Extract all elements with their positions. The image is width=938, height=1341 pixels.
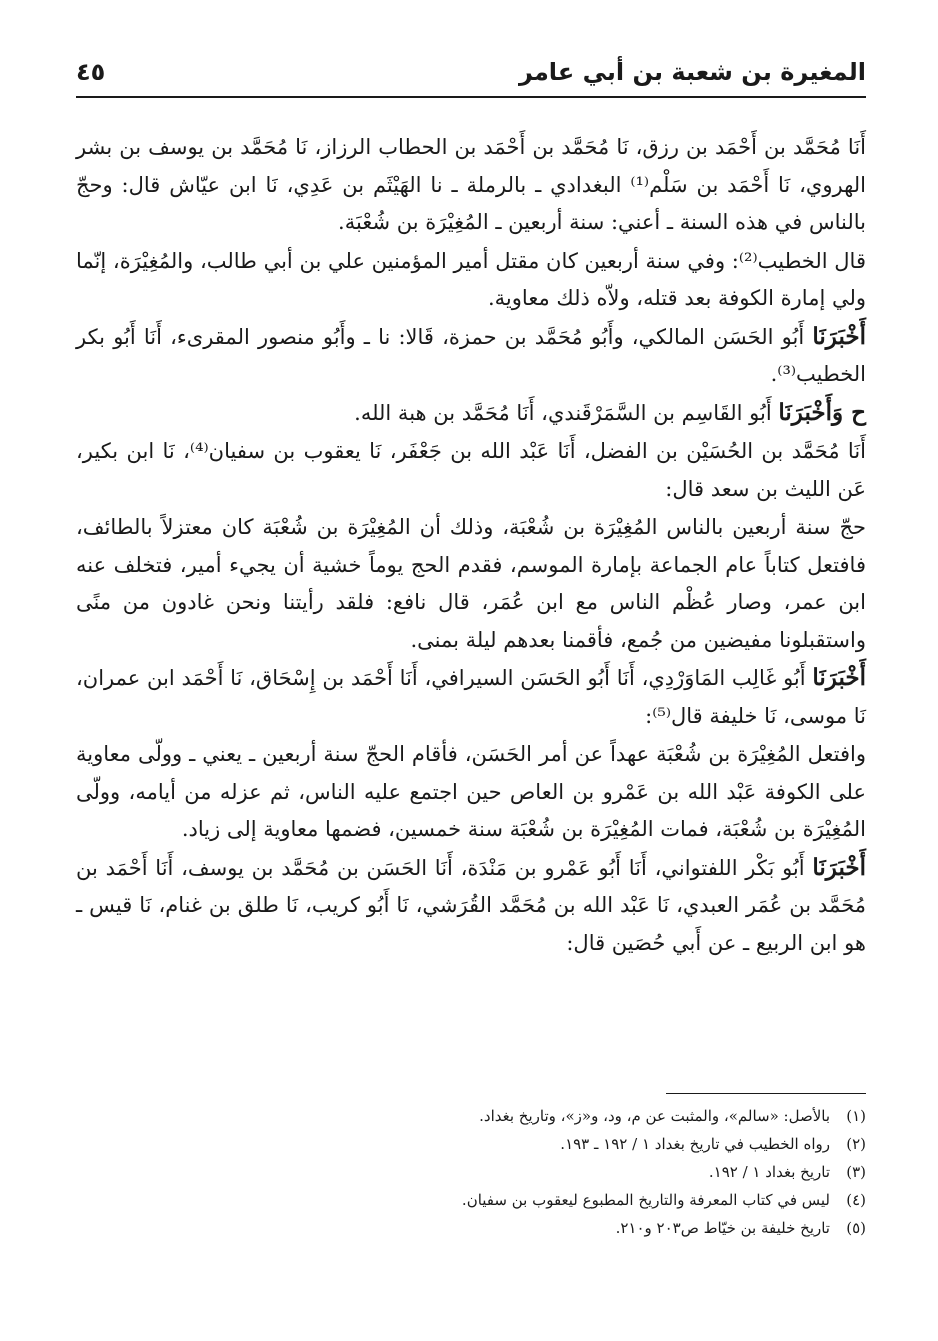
paragraph-lead: ح وَأَخْبَرَنَا [778, 398, 866, 426]
paragraph-text: أَبُو غَالِب المَاوَرْدِي، أَنَا أَبُو الحَسَن السيرافي، أَنَا أَحْمَد بن إِسْحَاق، نَا أَحْمَد ابن عمران، نَا موسى، نَا خليفة قال⁽⁵⁾: [76, 666, 866, 728]
paragraph-7 [76, 659, 866, 735]
paragraph-text: أَبُو بَكْر اللفتواني، أَنَا أَبُو عَمْرو بن مَنْدَة، أَنَا الحَسَن بن مُحَمَّد بن يوسف، أَنَا أَحْمَد بن مُحَمَّد بن عُمَر العبدي، نَا عَبْد الله بن مُحَمَّد القُرَشي، نَا أَبُو كريب، نَا طلق بن غنام، نَا قيس ـ هو ابن الربيع ـ عن أَبي حُصَين قال: [76, 855, 866, 955]
paragraph-4 [76, 394, 866, 433]
footnote-text: تاريخ بغداد ١ / ١٩٢. [708, 1163, 830, 1181]
paragraph-text: أَنَا مُحَمَّد بن الحُسَيْن بن الفضل، أَنَا عَبْد الله بن جَعْفَر، نَا يعقوب بن سفيان⁽⁴⁾، نَا ابن بكير، عَن الليث بن سعد قال: [76, 439, 867, 501]
page-header [76, 52, 866, 98]
footnote-number: (٥) [846, 1219, 866, 1237]
paragraph-text: حجّ سنة أربعين بالناس المُغِيْرَة بن شُعْبَة، وذلك أن المُغِيْرَة بن شُعْبَة كان معتزلاً بالطائف، فافتعل كتاباً عام الجماعة بإمارة الموسم، فقدم الحج يوماً خشية أن يجيء أمير، فتخلف عنه ابن عمر، وصار عُظْم الناس مع ابن عُمَر، قال نافع: فلقد رأيتنا ونحن غادون من منًى واستقبلونا مفيضين من جُمع، فأقمنا بعدهم ليلة بمنى. [76, 515, 866, 652]
body-text [76, 128, 866, 962]
footnote-1 [200, 1102, 866, 1130]
paragraph-5 [76, 432, 866, 508]
footnotes [200, 1102, 866, 1242]
paragraph-1 [76, 128, 866, 242]
paragraph-6 [76, 508, 866, 659]
paragraph-text: أَبُو الحَسَن المالكي، وأَبُو مُحَمَّد بن حمزة، قَالا: نا ـ وأَبُو منصور المقرىء، أَنَا أَبُو بكر الخطيب⁽³⁾. [76, 324, 866, 386]
footnote-text: ليس في كتاب المعرفة والتاريخ المطبوع ليعقوب بن سفيان. [461, 1191, 830, 1209]
footnote-3 [200, 1158, 866, 1186]
footnote-divider [666, 1093, 866, 1094]
page-number: ٤٥ [76, 58, 106, 86]
paragraph-lead: أَخْبَرَنَا [812, 853, 866, 881]
footnote-4 [200, 1186, 866, 1214]
paragraph-lead: أَخْبَرَنَا [812, 322, 866, 350]
footnote-5 [200, 1214, 866, 1242]
paragraph-2 [76, 242, 866, 318]
paragraph-lead: أَخْبَرَنَا [812, 664, 866, 691]
footnote-number: (٣) [846, 1163, 866, 1181]
footnote-text: تاريخ خليفة بن خيّاط ص٢٠٣ و٢١٠. [615, 1219, 830, 1237]
footnote-2 [200, 1130, 866, 1158]
paragraph-text: أَنَا مُحَمَّد بن أَحْمَد بن رزق، نَا مُحَمَّد بن أَحْمَد بن الحطاب الرزاز، نَا مُحَمَّد بن يوسف بن بشر الهروي، نَا أَحْمَد بن سَلْم⁽¹⁾ البغدادي ـ بالرملة ـ نا الهَيْثَم بن عَدِي، نَا ابن عيّاش قال: وحجّ بالناس في هذه السنة ـ أعني: سنة أربعين ـ المُغِيْرَة بن شُعْبَة. [76, 135, 867, 234]
footnote-text: بالأصل: «سالم»، والمثبت عن م، ود، و«ز»، وتاريخ بغداد. [479, 1107, 830, 1125]
paragraph-9 [76, 849, 866, 963]
footnote-number: (٢) [846, 1135, 866, 1153]
footnote-number: (١) [846, 1107, 866, 1125]
running-title: المغيرة بن شعبة بن أبي عامر [519, 58, 866, 86]
paragraph-8 [76, 735, 866, 849]
footnote-number: (٤) [846, 1191, 866, 1209]
footnote-text: رواه الخطيب في تاريخ بغداد ١ / ١٩٢ ـ ١٩٣. [560, 1135, 830, 1153]
paragraph-text: وافتعل المُغِيْرَة بن شُعْبَة عهداً عن أمر الحَسَن، فأقام الحجّ سنة أربعين ـ يعني ـ وولّى معاوية على الكوفة عَبْد الله بن عَمْرو بن العاص حين اجتمع عليه الناس، ثم عزله من أيامه، وولّى المُغِيْرَة بن شُعْبَة، فمات المُغِيْرَة بن شُعْبَة سنة خمسين، فضمها معاوية إلى زياد. [76, 742, 866, 841]
paragraph-text: قال الخطيب⁽²⁾: وفي سنة أربعين كان مقتل أمير المؤمنين علي بن أبي طالب، والمُغِيْرَة، إنّما ولي إمارة الكوفة بعد قتله، ولاّه ذلك معاوية. [76, 248, 866, 310]
paragraph-text: أَبُو القَاسِم بن السَّمَرْقَندي، أَنَا مُحَمَّد بن هبة الله. [354, 400, 779, 425]
paragraph-3 [76, 318, 866, 394]
